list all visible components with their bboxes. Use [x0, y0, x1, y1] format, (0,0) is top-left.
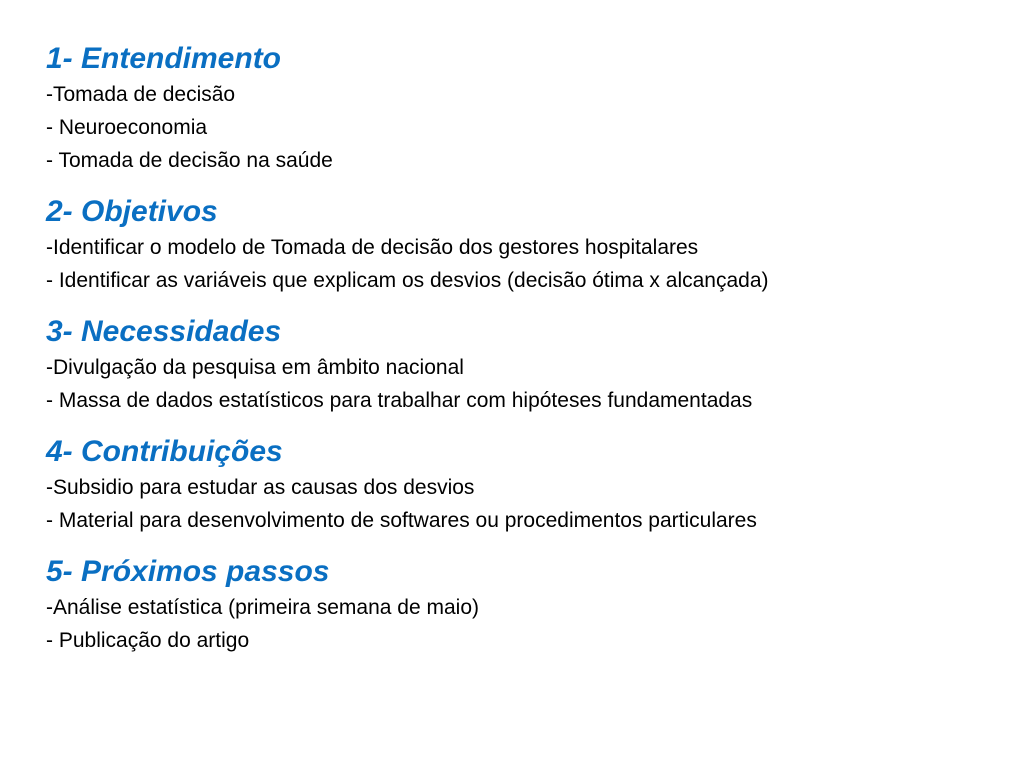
- section-item: -Análise estatística (primeira semana de maio): [46, 596, 480, 619]
- section-contribuicoes: [46, 433, 1006, 537]
- section-item: - Material para desenvolvimento de softwares ou procedimentos particulares: [46, 509, 757, 532]
- section-item: - Massa de dados estatísticos para trabalhar com hipóteses fundamentadas: [46, 389, 753, 412]
- section-objetivos: [46, 193, 1006, 297]
- section-item: - Tomada de decisão na saúde: [46, 149, 333, 172]
- section-item: - Neuroeconomia: [46, 116, 208, 139]
- section-item: -Tomada de decisão: [46, 83, 236, 106]
- slide-content: [46, 40, 1006, 673]
- section-necessidades: [46, 313, 1006, 417]
- section-entendimento: [46, 40, 1006, 177]
- section-heading: 4- Contribuições: [46, 435, 283, 468]
- section-item: -Identificar o modelo de Tomada de decisão dos gestores hospitalares: [46, 236, 699, 259]
- section-item: -Subsidio para estudar as causas dos desvios: [46, 476, 475, 499]
- section-heading: 3- Necessidades: [46, 315, 282, 348]
- section-heading: 1- Entendimento: [46, 42, 282, 75]
- section-item: - Publicação do artigo: [46, 629, 250, 652]
- section-item: - Identificar as variáveis que explicam os desvios (decisão ótima x alcançada): [46, 269, 769, 292]
- section-proximos-passos: [46, 553, 1006, 657]
- section-heading: 5- Próximos passos: [46, 555, 330, 588]
- section-heading: 2- Objetivos: [46, 195, 218, 228]
- section-item: -Divulgação da pesquisa em âmbito nacional: [46, 356, 464, 379]
